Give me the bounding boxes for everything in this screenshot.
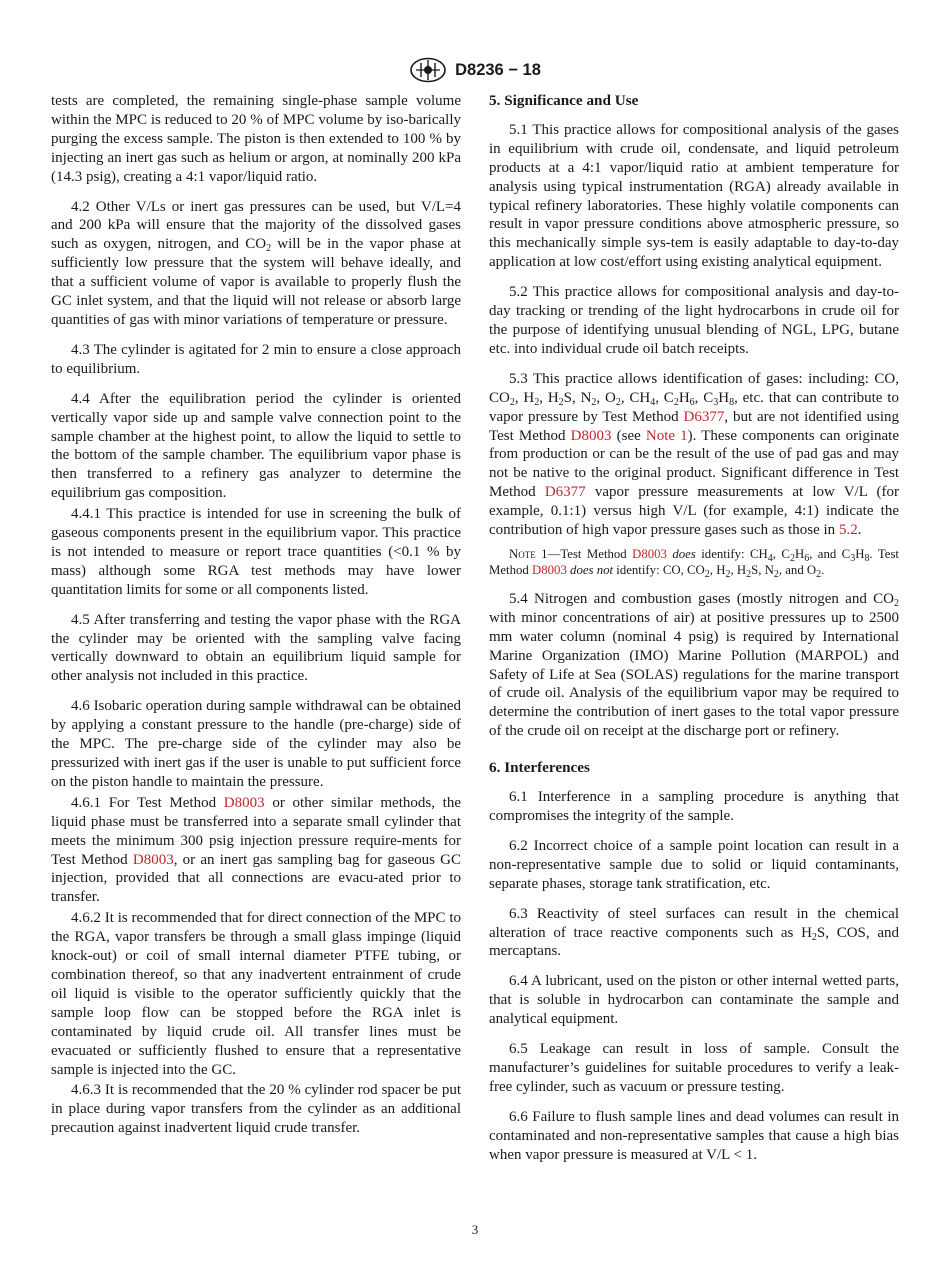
page-header	[0, 57, 950, 83]
d8003-link[interactable]: D8003	[532, 563, 567, 578]
paragraph-6-1: 6.1 Interference in a sampling procedure is anything that compromises the integrity of the sample.	[489, 789, 899, 824]
paragraph-6-5: 6.5 Leakage can result in loss of sample. Consult the manufacturer’s guidelines for suitable procedures to verify a leak-free cylinder, such as vacuum or pressure testing.	[489, 1041, 899, 1095]
paragraph-5-4: 5.4 Nitrogen and combustion gases (mostly nitrogen and $CO_2$ with minor concentrations of air) at positive pressures up to 2500 mm water column (nominal 4 psig) is required by International Marine Organization (IMO) Marine Pollution (MARPOL) and Safety of Life at Sea (SOLAS) regulations for the marine transport of crude oil. Analysis of the equilibrium vapor may be required to determine the contribution of inert gases to the total vapor pressure of the crude oil on receipt at the discharge port or refinery.	[489, 590, 899, 740]
paragraph-4-2: 4.2 Other V/Ls or inert gas pressures can be used, but V/L=4 and 200 kPa will ensure that the majority of the dissolved gases such as oxygen, nitrogen, and $CO_2$ will be in the vapor phase at sufficiently low pressure that the system will behave ideally, and that a sufficient volume of vapor is available to properly flush the GC inlet system, and that the liquid will not release or absorb large quantities of gas with minor variations of temperature or pressure.	[51, 198, 461, 328]
paragraph-5-3: 5.3 This practice allows identification of gases: including: CO, $CO_2$, $H_2$, $H_2S$, $N_2$, $O_2$, $CH_4$, $C_2H_6$, $C_3H_8$, etc. that can contribute to vapor pressure by Test Method D6377, but are not identified using Test Method D8003 (see Note 1). These components can originate from production or can be the result of the use of pad gas and may not be native to the original product. Significant difference in Test Method D6377 vapor pressure measurements at low V/L (for example, 0.1:1) versus high V/L (for example, 4:1) indicate the contribution of high vapor pressure gases such as those in 5.2.	[489, 370, 899, 539]
paragraph-5-1: 5.1 This practice allows for compositional analysis of the gases in equilibrium with crude oil, condensate, and liquid petroleum products at a 4:1 vapor/liquid ratio at ambient temperature for analysis using typical instrumentation (RGA) already available in typical refinery laboratories. These highly volatile components can result in vapor pressure conditions above atmospheric pressure, so this mechanically simple sys-tem is easily adaptable to day-to-day application at low cost/effort using existing analytical equipment.	[489, 121, 899, 271]
paragraph-6-6: 6.6 Failure to flush sample lines and dead volumes can result in contaminated and non-representative samples that cause a high bias when vapor pressure is measured at V/L < 1.	[489, 1108, 899, 1163]
d8003-link[interactable]: D8003	[223, 794, 265, 811]
paragraph-6-3: 6.3 Reactivity of steel surfaces can result in the chemical alteration of trace reactive components such as $H_2S$, COS, and mercaptans.	[489, 905, 899, 960]
paragraph-4-1-continued: tests are completed, the remaining single-phase sample volume within the MPC is reduced to 20 % of MPC volume by iso-barically purging the excess sample. The piston is then extended to 100 % by injecting an inert gas such as helium or argon, at nominally 200 kPa (14.3 psig), creating a 4:1 vapor/liquid ratio.	[51, 93, 461, 185]
note-1: Note 1—Test Method D8003 does identify: $CH_4$, $C_2H_6$, and $C_3H_8$. Test Method D8003 does not identify: CO, $CO_2$, $H_2$, $H_2S$, $N_2$, and $O_2$.	[489, 546, 899, 581]
paragraph-6-2: 6.2 Incorrect choice of a sample point location can result in a non-representative sample due to solid or liquid contaminants, separate phases, storage tank stratification, etc.	[489, 837, 899, 892]
page-number: 3	[471, 1222, 479, 1237]
paragraph-5-2: 5.2 This practice allows for compositional analysis and day-to-day tracking or trending of the light hydrocarbons in crude oil for the purpose of identifying unusual blending of NGL, LPG, butane etc. into individual crude oil batch receipts.	[489, 284, 899, 357]
d6377-link[interactable]: D6377	[544, 484, 586, 501]
paragraph-4-6-2: 4.6.2 It is recommended that for direct connection of the MPC to the RGA, vapor transfers be through a small glass impinge (liquid knock-out) or coil of small internal diameter PTFE tubing, or combination thereof, so that any inadvertent entrainment of crude oil liquid is visible to the operator sufficiently quickly that the sample loop flow can be stopped before the RGA inlet is contaminated by liquid crude oil. All transfer lines must be evacuated or sufficiently flushed to ensure that a representative sample is injected into the GC.	[51, 910, 461, 1078]
d8003-link[interactable]: D8003	[132, 851, 174, 868]
standard-designation: D8236 − 18	[455, 60, 541, 79]
astm-logo-icon	[409, 57, 447, 83]
section-5-2-link[interactable]: 5.2	[838, 522, 858, 539]
paragraph-4-3: 4.3 The cylinder is agitated for 2 min to ensure a close approach to equilibrium.	[51, 341, 461, 377]
section-5-heading: 5. Significance and Use	[489, 92, 639, 109]
d8003-link[interactable]: D8003	[632, 546, 667, 561]
paragraph-4-6-3: 4.6.3 It is recommended that the 20 % cylinder rod spacer be put in place during vapor transfers from the cylinder as an additional precaution against inadvertent liquid crude transfer.	[51, 1082, 461, 1137]
section-6-heading: 6. Interferences	[489, 759, 590, 777]
paragraph-4-6: 4.6 Isobaric operation during sample withdrawal can be obtained by applying a constant pressure to the handle (pre-charge) side of the MPC. The pre-charge side of the cylinder may also be pressurized with inert gas if the user is unable to put sufficient force on the piston handle to maintain the pressure.	[51, 698, 461, 790]
note-1-link[interactable]: Note 1	[645, 427, 688, 444]
paragraph-6-4: 6.4 A lubricant, used on the piston or other internal wetted parts, that is soluble in hydrocarbon can contaminate the sample and analytical equipment.	[489, 973, 899, 1028]
paragraph-4-4: 4.4 After the equilibration period the cylinder is oriented vertically vapor side up and sample valve connection point to the sample chamber at the highest point, to allow the liquid to settle to the bottom of the sample chamber. The equilibrium vapor phase is then transferred to a refinery gas analyzer to determine the equilibrium gas composition.	[51, 390, 461, 502]
paragraph-4-6-1: 4.6.1 For Test Method D8003 or other similar methods, the liquid phase must be transferred into a separate small cylinder that meets the minimum 300 psig injection pressure require-ments for Test Method D8003, or an inert gas sampling bag for gaseous GC injection, provided that all connections are evacu-ated prior to transfer.	[51, 794, 461, 906]
d6377-link[interactable]: D6377	[683, 408, 725, 425]
paragraph-4-4-1: 4.4.1 This practice is intended for use in screening the bulk of gaseous components present in the equilibrium vapor. This practice is not intended to measure or report trace quantities (<0.1 % by mass) although some RGA test methods may have lower quantitation limits for some or all components listed.	[51, 506, 461, 598]
paragraph-4-5: 4.5 After transferring and testing the vapor phase with the RGA the cylinder may be oriented with the sampling valve facing vertically downward to obtain an equilibrium liquid sample for other analysis not included in this practice.	[51, 611, 461, 685]
d8003-link[interactable]: D8003	[570, 427, 612, 444]
right-column	[489, 92, 899, 1165]
left-column	[51, 92, 461, 1138]
